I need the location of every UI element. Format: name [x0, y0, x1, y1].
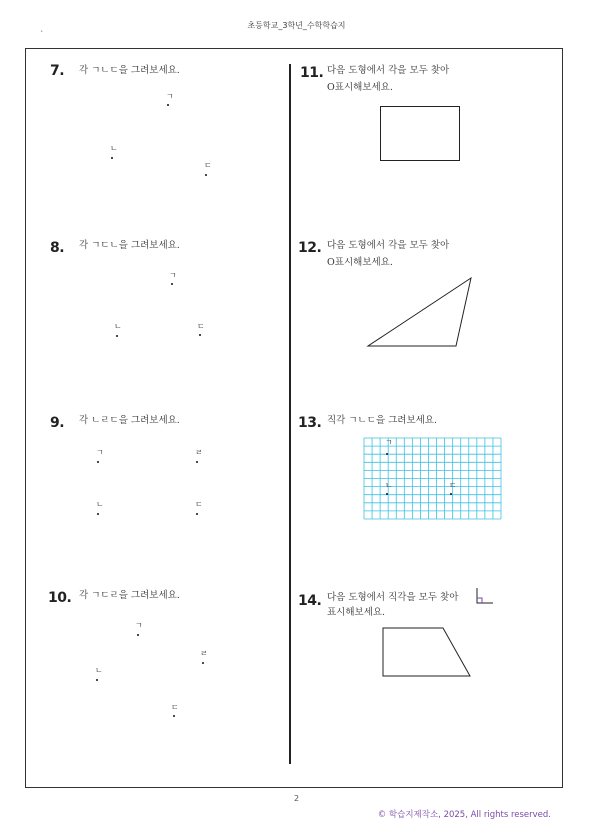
q13-label-giyeok: ㄱ	[385, 438, 393, 447]
q9-label-digeut: ㄷ	[195, 500, 203, 509]
question-9-text: 각 ㄴㄹㄷ을 그려보세요.	[79, 415, 180, 426]
q13-label-digeut: ㄷ	[449, 481, 457, 490]
question-12-text-line1: 다음 도형에서 각을 모두 찾아	[327, 240, 450, 251]
question-10-number: 10.	[48, 590, 72, 606]
question-11-number: 11.	[300, 65, 324, 81]
question-11-text-line1: 다음 도형에서 각을 모두 찾아	[327, 65, 450, 76]
page-header-title: 초등학교_3학년_수학학습지	[247, 21, 346, 30]
question-7-number: 7.	[50, 63, 65, 79]
header-mark: `	[40, 30, 44, 39]
question-11-text-line2: O표시해보세요.	[327, 82, 393, 93]
question-12-text-line2: O표시해보세요.	[327, 257, 393, 268]
q8-label-giyeok: ㄱ	[169, 271, 177, 280]
q10-label-nieun: ㄴ	[95, 666, 103, 675]
question-9-number: 9.	[50, 415, 65, 431]
q10-label-digeut: ㄷ	[171, 703, 179, 712]
q10-label-giyeok: ㄱ	[135, 621, 143, 630]
q9-label-giyeok: ㄱ	[96, 448, 104, 457]
question-13-text: 직각 ㄱㄴㄷ을 그려보세요.	[327, 415, 438, 426]
question-7-text: 각 ㄱㄴㄷ을 그려보세요.	[79, 65, 180, 76]
question-10-text: 각 ㄱㄷㄹ을 그려보세요.	[79, 590, 180, 601]
question-14-text-line2: 표시해보세요.	[327, 607, 386, 618]
copyright-notice: © 학습지제작소, 2025, All rights reserved.	[377, 810, 551, 820]
question-8-text: 각 ㄱㄷㄴ을 그려보세요.	[79, 240, 180, 251]
q8-label-digeut: ㄷ	[197, 322, 205, 331]
question-13-number: 13.	[298, 415, 322, 431]
q7-label-giyeok: ㄱ	[166, 92, 174, 101]
q9-label-nieun: ㄴ	[96, 500, 104, 509]
q10-label-rieul: ㄹ	[200, 649, 208, 658]
q7-label-digeut: ㄷ	[204, 161, 212, 170]
question-14-number: 14.	[298, 593, 322, 609]
question-14-text-line1: 다음 도형에서 직각을 모두 찾아	[327, 592, 459, 603]
question-12-number: 12.	[298, 240, 322, 256]
q8-label-nieun: ㄴ	[114, 322, 122, 331]
question-8-number: 8.	[50, 240, 65, 256]
page-number: 2	[293, 794, 300, 803]
q7-label-nieun: ㄴ	[110, 144, 118, 153]
q13-label-nieun: ㄴ	[385, 481, 393, 490]
q9-label-rieul: ㄹ	[195, 448, 203, 457]
